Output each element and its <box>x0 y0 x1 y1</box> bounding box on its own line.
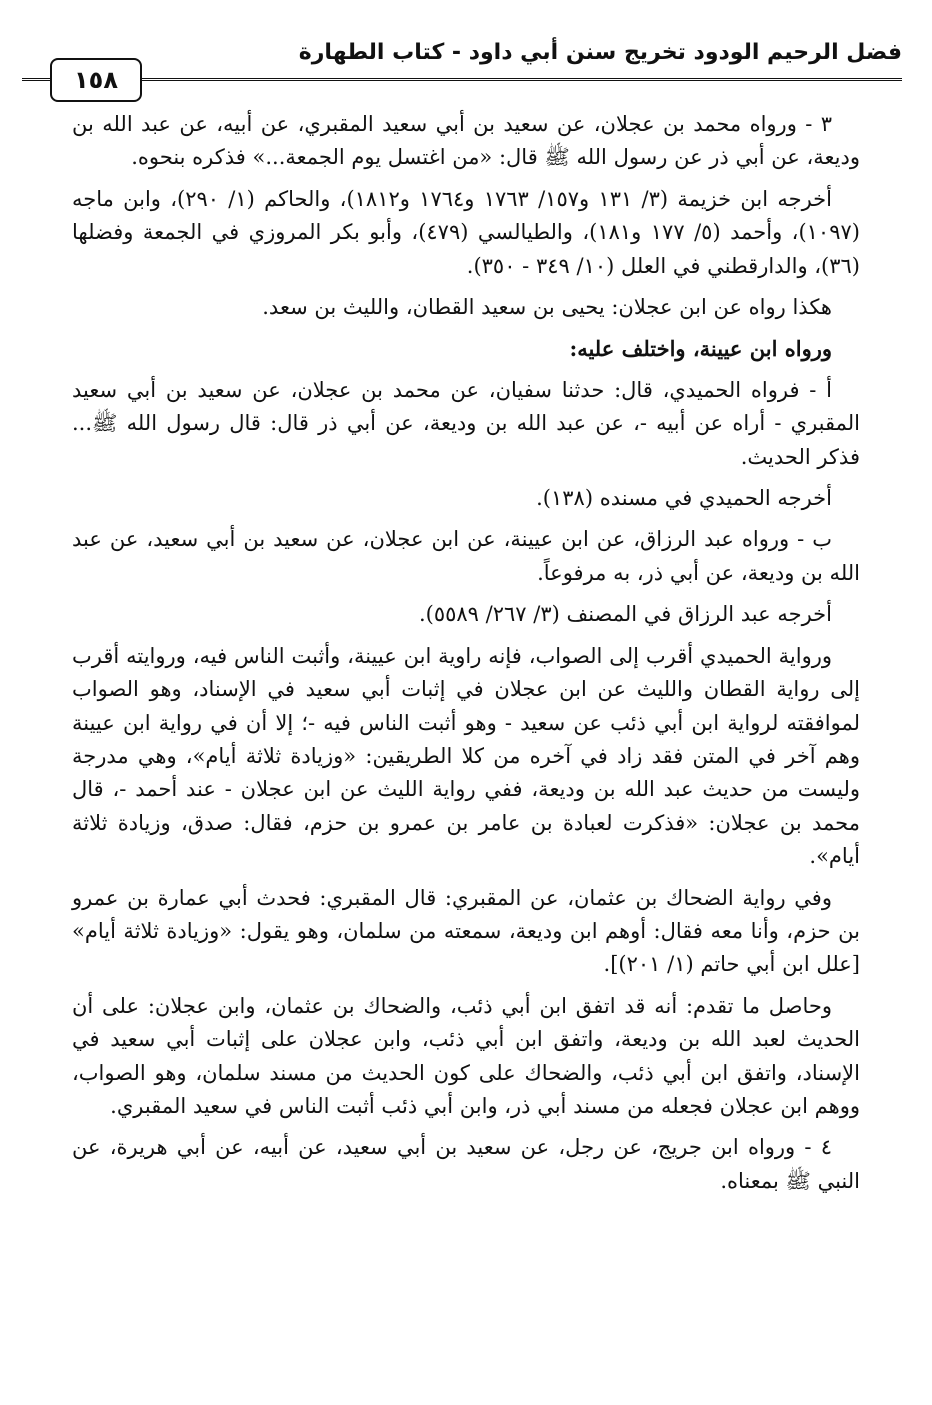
paragraph-1: ٣ - ورواه محمد بن عجلان، عن سعيد بن أبي سعيد المقبري، عن أبيه، عن عبد الله بن وديعة، عن أبي ذر عن رسول الله ﷺ قال: «من اغتسل يوم الجمعة...» فذكره بنحوه. <box>72 112 860 170</box>
header-rule <box>140 78 902 84</box>
page-number: ١٥٨ <box>50 58 142 102</box>
paragraph-10: وفي رواية الضحاك بن عثمان، عن المقبري: قال المقبري: فحدث أبي عمارة بن عمرو بن حزم، وأنا معه فقال: أوهم ابن وديعة، سمعته من سلمان، وهو يقول: «وزيادة ثلاثة أيام» [علل ابن أبي حاتم (١/ ٢٠١)]. <box>72 885 860 977</box>
paragraph-4: ورواه ابن عيينة، واختلف عليه: <box>569 336 832 362</box>
paragraph-8: أخرجه عبد الرزاق في المصنف (٣/ ٢٦٧/ ٥٥٨٩). <box>418 602 832 627</box>
page-body <box>72 108 860 1206</box>
page-header <box>30 30 902 100</box>
paragraph-3: هكذا رواه عن ابن عجلان: يحيى بن سعيد القطان، والليث بن سعد. <box>262 295 832 320</box>
paragraph-2: أخرجه ابن خزيمة (٣/ ١٣١ و١٥٧/ ١٧٦٣ و١٧٦٤ و١٨١٢)، والحاكم (١/ ٢٩٠)، وابن ماجه (١٠٩٧)، وأحمد (٥/ ١٧٧ و١٨١)، والطيالسي (٤٧٩)، وأبو بكر المروزي في الجمعة وفضلها (٣٦)، والدارقطني في العلل (١٠/ ٣٤٩ - ٣٥٠). <box>72 186 860 278</box>
paragraph-5: أ - فرواه الحميدي، قال: حدثنا سفيان، عن محمد بن عجلان، عن سعيد بن أبي سعيد المقبري - أراه عن أبيه -، عن عبد الله بن وديعة، عن أبي ذر قال: قال رسول الله ﷺ... فذكر الحديث. <box>72 377 860 469</box>
paragraph-12: ٤ - ورواه ابن جريج، عن رجل، عن سعيد بن أبي سعيد، عن أبيه، عن أبي هريرة، عن النبي ﷺ بمعناه. <box>72 1135 860 1193</box>
paragraph-11: وحاصل ما تقدم: أنه قد اتفق ابن أبي ذئب، والضحاك بن عثمان، وابن عجلان: على أن الحديث لعبد الله بن وديعة، واتفق ابن أبي ذئب، وابن عجلان على إثبات أبي سعيد في الإسناد، واتفق ابن أبي ذئب، والضحاك على كون الحديث من مسند سلمان، وهو الصواب، ووهم ابن عجلان فجعله من مسند أبي ذر، وابن أبي ذئب أثبت الناس في سعيد المقبري. <box>72 993 860 1118</box>
paragraph-6: أخرجه الحميدي في مسنده (١٣٨). <box>536 486 832 511</box>
header-rule-left <box>22 78 50 81</box>
paragraph-9: ورواية الحميدي أقرب إلى الصواب، فإنه راوية ابن عيينة، وأثبت الناس فيه، وروايته أقرب إلى رواية القطان والليث عن ابن عجلان في إثبات أبي سعيد في الإسناد، وهو الصواب لموافقته لرواية ابن أبي ذئب عن سعيد - وهو أثبت الناس فيه -؛ إلا أن في رواية ابن عيينة وهم آخر في المتن فقد زاد في آخره من كلا الطريقين: «وزيادة ثلاثة أيام»، وهي مدرجة وليست من حديث عبد الله بن وديعة، ففي رواية الليث عن ابن عجلان - عند أحمد -، قال محمد بن عجلان: «فذكرت لعبادة بن عامر بن عمرو بن حزم، فقال: صدق، وزيادة ثلاثة أيام». <box>72 643 860 869</box>
paragraph-7: ب - ورواه عبد الرزاق، عن ابن عيينة، عن ابن عجلان، عن سعيد بن أبي سعيد، عن عبد الله بن وديعة، عن أبي ذر، به مرفوعاً. <box>72 527 860 585</box>
running-head-title: فضل الرحيم الودود تخريج سنن أبي داود - كتاب الطهارة <box>298 40 902 65</box>
